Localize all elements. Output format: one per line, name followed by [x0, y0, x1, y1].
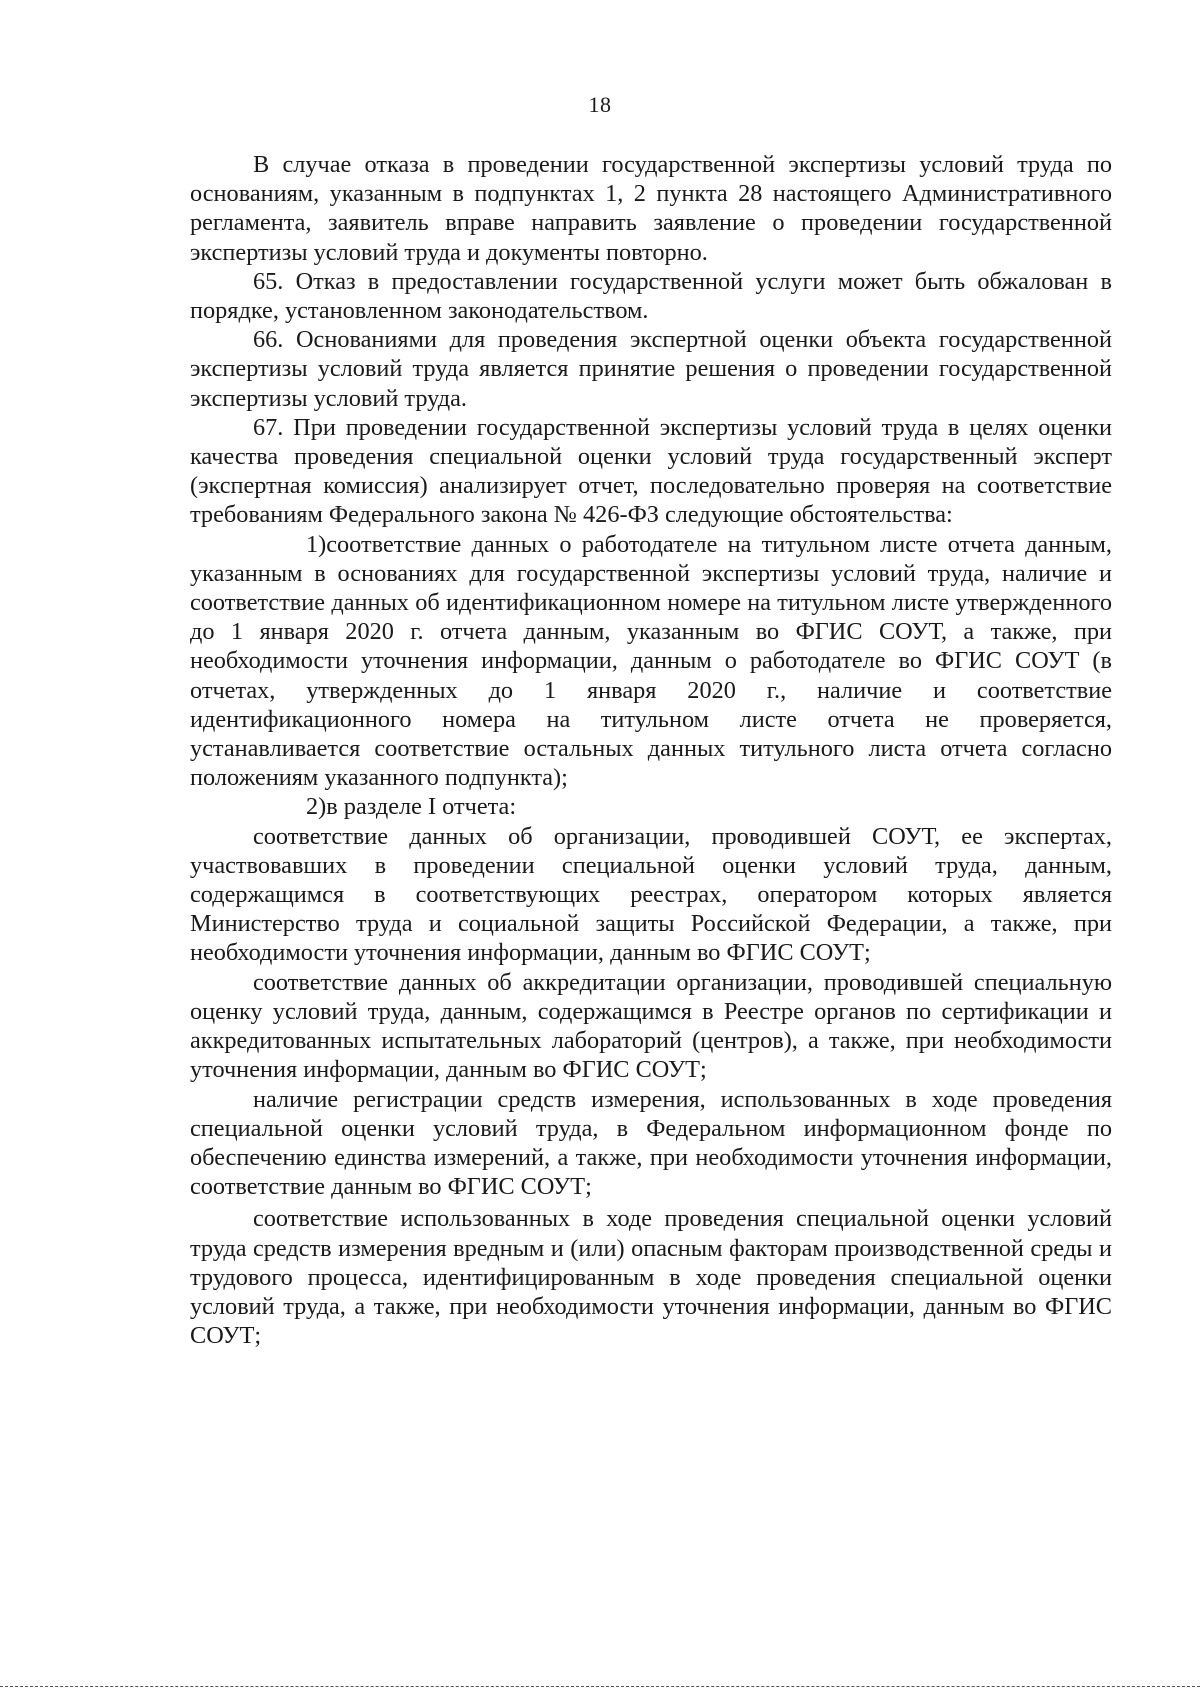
list-marker: 1)	[306, 530, 327, 558]
list-marker: 2)	[306, 793, 327, 821]
document-body	[190, 150, 1112, 1350]
paragraph-67: 67. При проведении государственной экспертизы условий труда в целях оценки качества проведения специальной оценки условий труда государственный эксперт (экспертная комиссия) анализирует отчет, последовательно проверяя на соответствие требованиям Федерального закона № 426-ФЗ следующие обстоятельства:	[190, 413, 1112, 529]
paragraph-refusal-repeat: В случае отказа в проведении государственной экспертизы условий труда по основаниям, указанным в подпунктах 1, 2 пункта 28 настоящего Административного регламента, заявитель вправе направить заявление о проведении государственной экспертизы условий труда и документы повторно.	[190, 151, 1112, 266]
page-number: 18	[588, 92, 612, 117]
list-item-text: соответствие данных о работодателе на титульном листе отчета данным, указанным в основаниях для государственной экспертизы условий труда, наличие и соответствие данных об идентификационном номере на титульном листе утвержденного до 1 января 2020 г. отчета данным, указанным во ФГИС СОУТ, а также, при необходимости уточнения информации, данным о работодателе во ФГИС СОУТ (в отчетах, утвержденных до 1 января 2020 г., наличие и соответствие идентификационного номера на титульном листе отчета не проверяется, устанавливается соответствие остальных данных титульного листа отчета согласно положениям указанного подпункта);	[190, 530, 1112, 792]
bottom-scan-line	[0, 1686, 1200, 1687]
paragraph-67-2-organization: соответствие данных об организации, проводившей СОУТ, ее экспертах, участвовавших в проведении специальной оценки условий труда, данным, содержащимся в соответствующих реестрах, оператором которых является Министерство труда и социальной защиты Российской Федерации, а также, при необходимости уточнения информации, данным во ФГИС СОУТ;	[190, 822, 1112, 967]
list-item-67-1	[190, 530, 1112, 793]
paragraph-67-2-registration: наличие регистрации средств измерения, использованных в ходе проведения специальной оценки условий труда, в Федеральном информационном фонде по обеспечению единства измерений, а также, при необходимости уточнения информации, соответствие данным во ФГИС СОУТ;	[190, 1085, 1112, 1201]
paragraph-65: 65. Отказ в предоставлении государственной услуги может быть обжалован в порядке, установленном законодательством.	[190, 267, 1112, 325]
paragraph-67-2-instruments: соответствие использованных в ходе проведения специальной оценки условий труда средств измерения вредным и (или) опасным факторам производственной среды и трудового процесса, идентифицированным в ходе проведения специальной оценки условий труда, а также, при необходимости уточнения информации, данным во ФГИС СОУТ;	[190, 1205, 1112, 1350]
paragraph-66: 66. Основаниями для проведения экспертной оценки объекта государственной экспертизы условий труда является принятие решения о проведении государственной экспертизы условий труда.	[190, 326, 1112, 412]
list-item-text: в разделе I отчета:	[326, 793, 517, 821]
paragraph-67-2-accreditation: соответствие данных об аккредитации организации, проводившей специальную оценку условий труда, данным, содержащимся в Реестре органов по сертификации и аккредитованных испытательных лабораторий (центров), а также, при необходимости уточнения информации, данным во ФГИС СОУТ;	[190, 968, 1112, 1084]
list-item-67-2	[190, 792, 1112, 821]
